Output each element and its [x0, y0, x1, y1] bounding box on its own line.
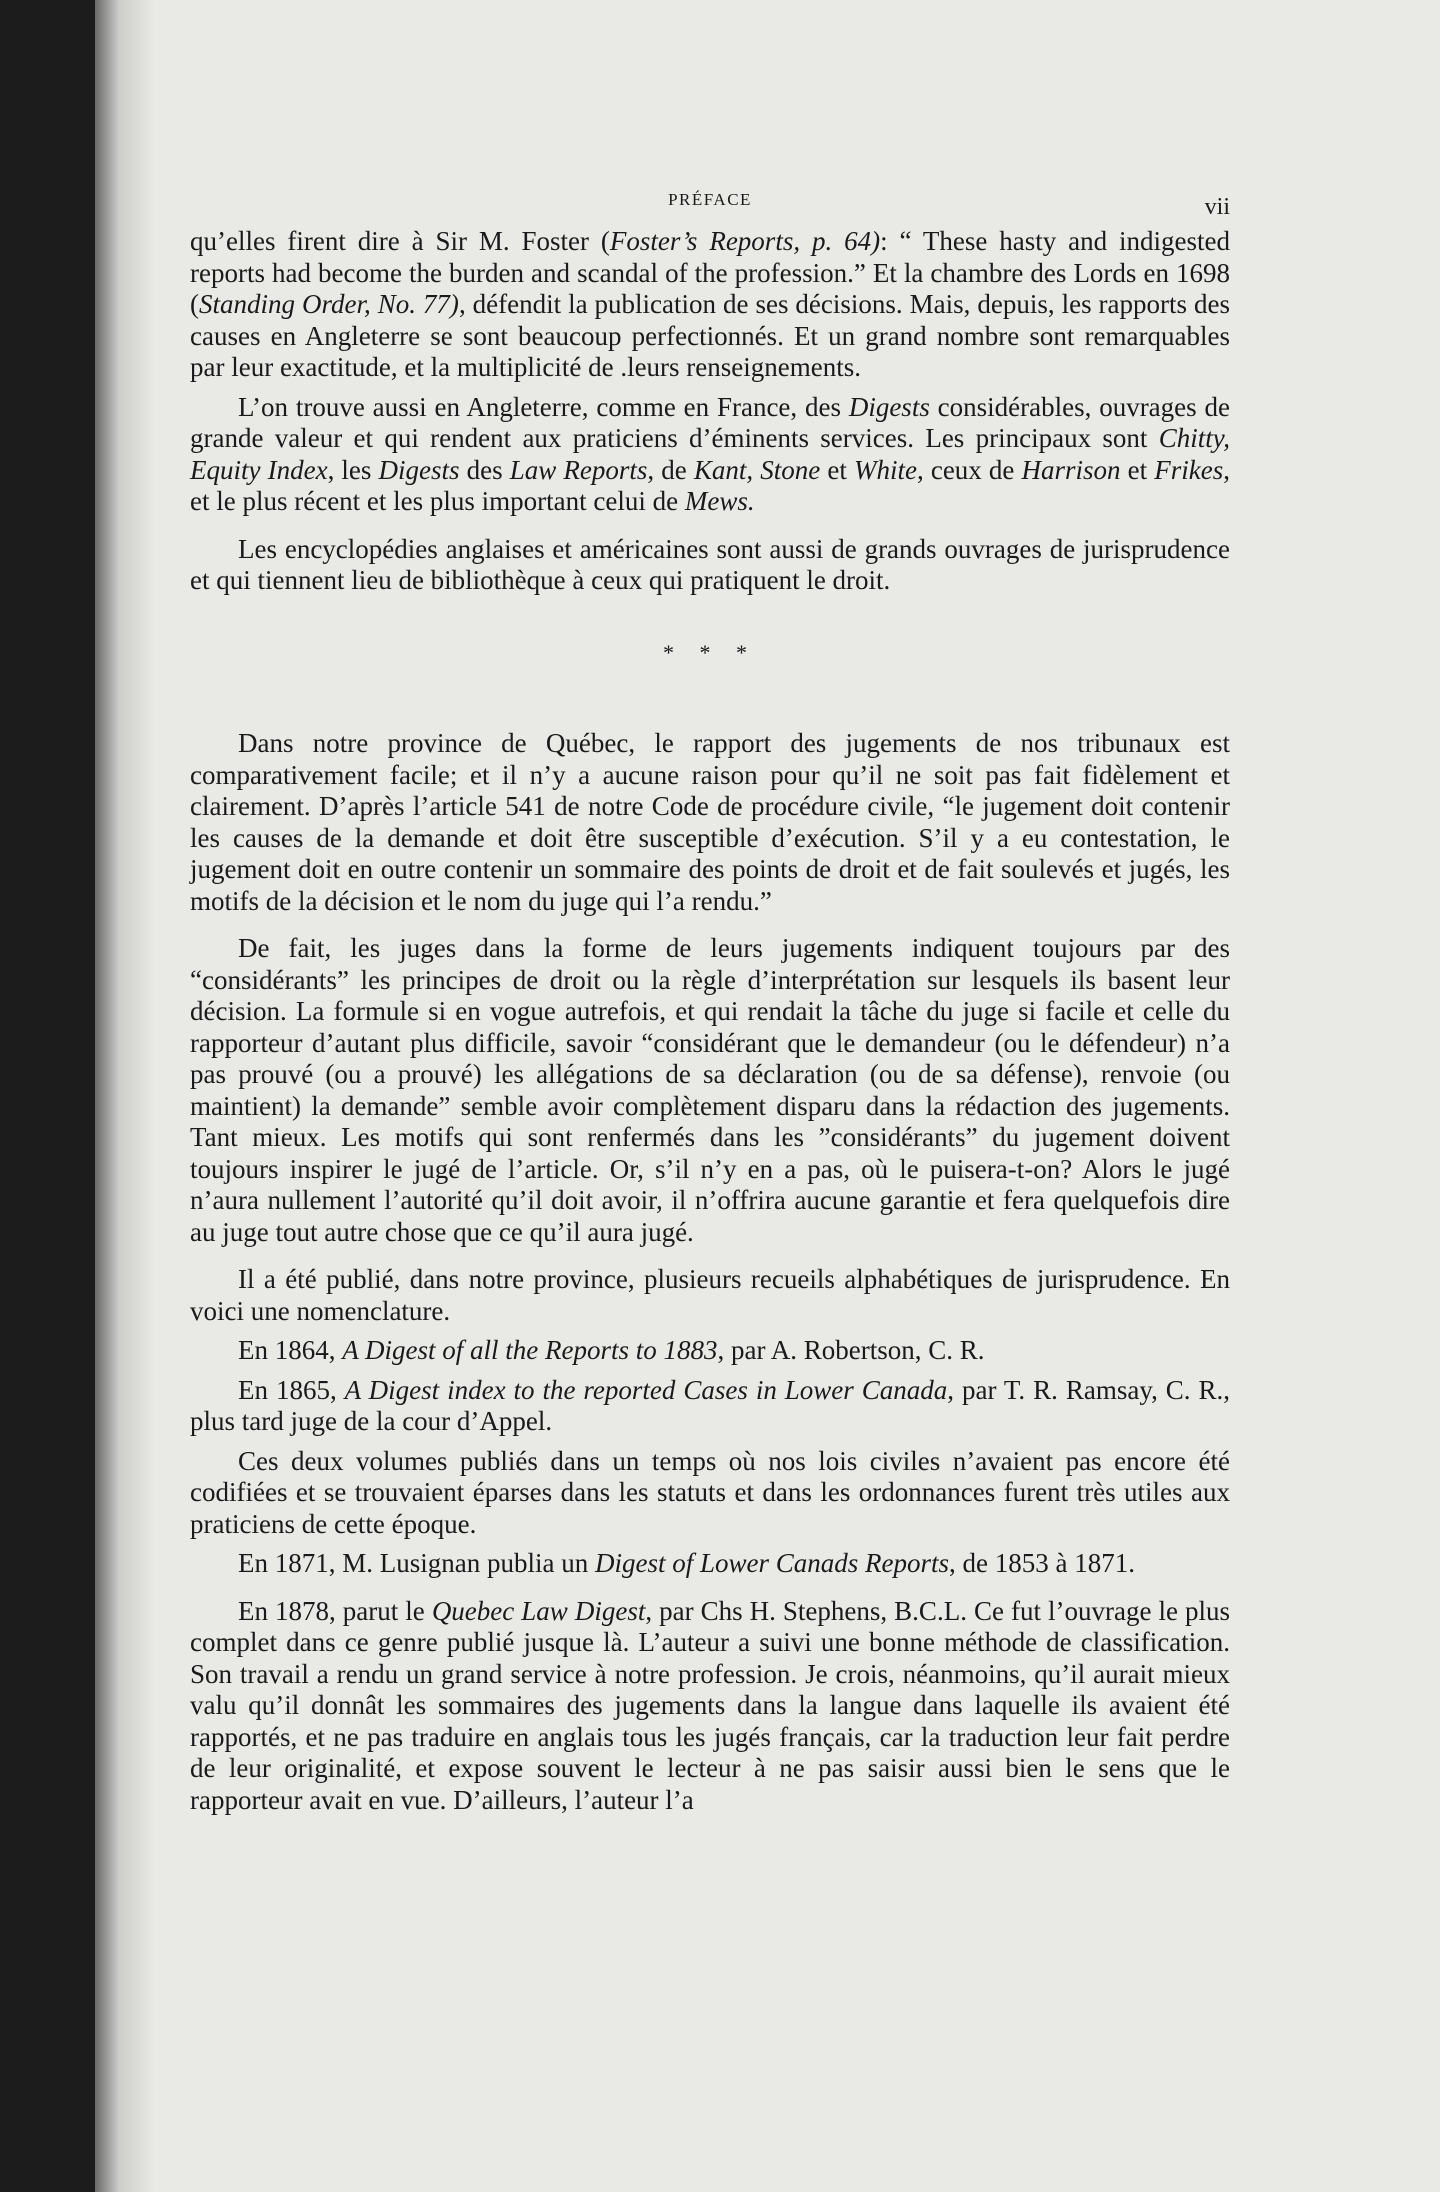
text-run: : “ These hasty and indigested reports had become the burden and scandal of the profession.” Et la chambre des Lords en 1698 ( — [190, 226, 1231, 319]
page-number: vii — [1204, 194, 1230, 220]
text-run: qu’elles firent dire à Sir M. Foster ( — [190, 226, 610, 256]
text-run: , de 1853 à 1871. — [949, 1548, 1135, 1578]
text-run: Il a été publié, dans notre province, plusieurs recueils alphabétiques de jurisprudence. En voici une nomenclature. — [190, 1264, 1230, 1326]
paragraph — [190, 534, 1230, 597]
italic-text: White — [853, 454, 917, 485]
paragraph — [190, 226, 1230, 384]
paragraph — [190, 1548, 1230, 1580]
paragraph — [190, 392, 1230, 518]
italic-text: Harrison — [1021, 454, 1121, 485]
page-header — [190, 180, 1230, 224]
paragraph — [190, 1375, 1230, 1438]
text-run: Dans notre province de Québec, le rapport des jugements de nos tribunaux est comparativement facile; et il n’y a aucune raison pour qu’il ne soit pas fait fidèlement et clairement. D’après l’article 541 de notre Code de procédure civile, “le jugement doit contenir les causes de la demande et doit être susceptible d’exécution. S’il y a eu contestation, le jugement doit en outre contenir un sommaire des points de droit et de fait soulevés et jugés, les motifs de la décision et le nom du juge qui l’a rendu.” — [190, 728, 1230, 916]
paragraph — [190, 1264, 1230, 1327]
italic-text: Digests — [848, 391, 930, 422]
text-run: , par Chs H. Stephens, B.C.L. Ce fut l’ouvrage le plus complet dans ce genre publié jusque là. L’auteur a suivi une bonne méthode de classification. Son travail a rendu un grand service à notre profession. Je crois, néanmoins, qu’il aurait mieux valu qu’il donnât les sommaires des jugements dans la langue dans laquelle ils avaient été rapportés, et ne pas traduire en anglais tous les jugés français, car la traduction leur fait perdre de leur originalité, et expose souvent le lecteur à ne pas saisir aussi bien le sens que le rapporteur avait en vue. D’ailleurs, l’auteur l’a — [190, 1595, 1230, 1815]
text-run: considérables, ouvrages de grande valeur et qui rendent aux praticiens d’éminents services. Les principaux sont — [190, 391, 1230, 453]
text-run: , par A. Robertson, C. R. — [717, 1335, 985, 1365]
text-run: , les — [327, 454, 379, 485]
italic-text: A Digest index to the reported Cases in Lower Canada — [344, 1374, 948, 1405]
paragraph — [190, 933, 1230, 1248]
italic-text: Standing Order, No. 77) — [199, 289, 459, 319]
italic-text: Kant, Stone — [693, 454, 821, 485]
italic-text: Chitty, Equity Index — [190, 423, 1230, 485]
italic-text: Foster’s Reports, p. 64) — [609, 226, 881, 256]
text-run: Ces deux volumes publiés dans un temps où nos lois civiles n’avaient pas encore été codifiées et se trouvaient éparses dans les statuts et dans les ordonnances furent très utiles aux praticiens de cette époque. — [190, 1445, 1230, 1539]
text-run: , et le plus récent et les plus important celui de — [190, 454, 1230, 516]
text-run: et — [1120, 454, 1155, 485]
text-run: L’on trouve aussi en Angleterre, comme en France, des — [238, 391, 849, 422]
text-run: En 1871, M. Lusignan publia un — [238, 1548, 595, 1578]
text-run: et — [820, 454, 854, 485]
text-run: En 1864, — [238, 1335, 343, 1365]
text-run: Les encyclopédies anglaises et américaines sont aussi de grands ouvrages de jurisprudence et qui tiennent lieu de bibliothèque à ceux qui pratiquent le droit. — [190, 533, 1230, 595]
italic-text: Quebec Law Digest — [431, 1595, 646, 1626]
paragraph — [190, 1446, 1230, 1541]
italic-text: A Digest of all the Reports to 1883 — [342, 1335, 718, 1365]
italic-text: Law Reports — [509, 454, 648, 485]
italic-text: Digests — [378, 454, 460, 485]
section-separator: * * * — [663, 639, 757, 665]
paragraph — [190, 1596, 1230, 1817]
running-head: PRÉFACE — [668, 190, 752, 209]
text-run: , ceux de — [916, 454, 1022, 485]
text-run: De fait, les juges dans la forme de leurs jugements indiquent toujours par des “considérants” les principes de droit ou la règle d’interprétation sur lesquels ils basent leur décision. La formule si en vogue autrefois, et qui rendait la tâche du juge si facile et celle du rapporteur d’autant plus difficile, savoir “considérant que le demandeur (ou le défendeur) n’a pas prouvé (ou a prouvé) les allégations de sa déclaration (ou de sa défense), renvoie (ou maintient) la demande” semble avoir complètement disparu dans la rédaction des jugements. Tant mieux. Les motifs qui sont renfermés dans les ”considérants” du jugement doivent toujours inspirer le jugé de l’article. Or, s’il n’y en a pas, où le puisera-t-on? Alors le jugé n’aura nullement l’autorité qu’il doit avoir, il n’offrira aucune garantie et fera quelquefois dire au juge tout autre chose que ce qu’il aura jugé. — [190, 933, 1230, 1247]
page-content — [190, 180, 1230, 1816]
text-run: , par T. R. Ramsay, C. R., plus tard juge de la cour d’Appel. — [190, 1374, 1230, 1436]
italic-text: Frikes — [1154, 454, 1224, 485]
text-run: , défendit la publication de ses décisions. Mais, depuis, les rapports des causes en Angleterre se sont beaucoup perfectionnés. Et un grand nombre sont remarquables par leur exactitude, et la multiplicité de .leurs renseignements. — [190, 289, 1230, 382]
italic-text: Digest of Lower Canads Reports — [594, 1548, 950, 1578]
text-run: En 1865, — [238, 1374, 345, 1405]
text-run: En 1878, parut le — [238, 1595, 432, 1626]
paragraph — [190, 1335, 1230, 1367]
text-run: , de — [647, 454, 694, 485]
italic-text: Mews. — [684, 486, 755, 516]
paragraph — [190, 728, 1230, 917]
text-run: des — [459, 454, 510, 485]
